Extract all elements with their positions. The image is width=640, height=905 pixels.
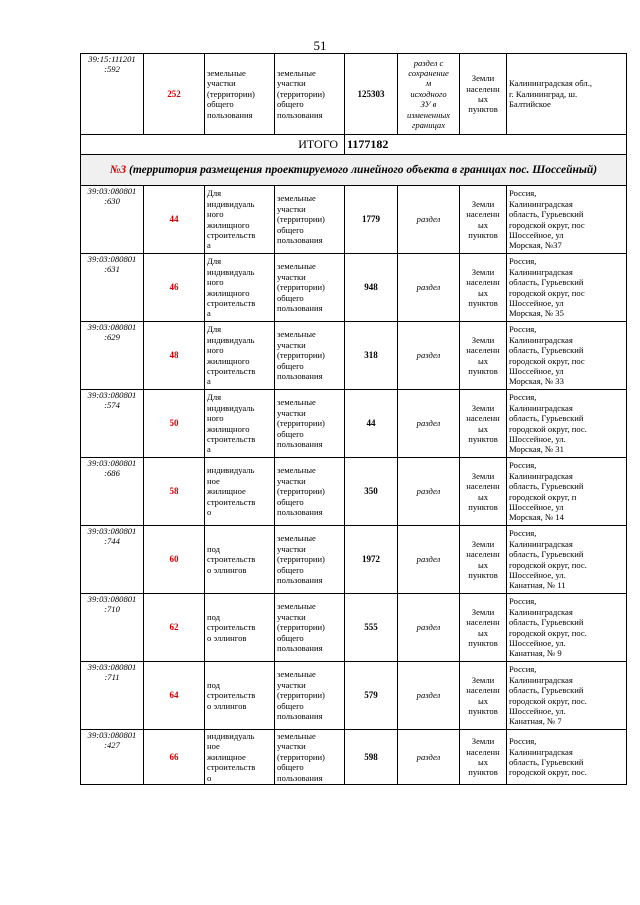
plot-number-cell: 50 (144, 390, 205, 458)
table-row (81, 186, 627, 254)
address-cell: Калининградская обл., г. Калининград, ш. Балтийское (507, 54, 627, 135)
address-cell: Россия, Калининградская область, Гурьевский городской округ, пос Шоссейное, ул Морская, № 33 (507, 322, 627, 390)
cadastral-number-cell: 39:15:111201 :592 (81, 54, 144, 135)
address-cell: Россия, Калининградская область, Гурьевский городской округ, пос. Шоссейное, ул. Канатная, № 7 (507, 662, 627, 730)
cadastral-number-cell: 39:03:080801 :427 (81, 730, 144, 785)
cadastral-number-cell: 39:03:080801 :711 (81, 662, 144, 730)
permitted-use-cell: Для индивидуаль ного жилищного строительств а (205, 390, 275, 458)
planned-use-cell: земельные участки (территории) общего пользования (275, 54, 345, 135)
formation-method-cell: раздел (398, 254, 460, 322)
section-header-row (81, 155, 627, 186)
plot-number-cell: 252 (144, 54, 205, 135)
formation-method-cell: раздел (398, 186, 460, 254)
planned-use-cell: земельные участки (территории) общего пользования (275, 662, 345, 730)
address-cell: Россия, Калининградская область, Гурьевский городской округ, пос. Шоссейное, ул. Канатная, № 11 (507, 526, 627, 594)
total-label: ИТОГО (81, 135, 345, 155)
table-row (81, 322, 627, 390)
address-cell: Россия, Калининградская область, Гурьевский городской округ, пос. Шоссейное, ул. Канатная, № 9 (507, 594, 627, 662)
permitted-use-cell: под строительств о эллингов (205, 594, 275, 662)
table-row (81, 390, 627, 458)
cadastral-number-cell: 39:03:080801 :710 (81, 594, 144, 662)
area-cell: 555 (345, 594, 398, 662)
planned-use-cell: земельные участки (территории) общего пользования (275, 458, 345, 526)
section-number: №3 (109, 164, 127, 176)
formation-method-cell: раздел с сохранение м исходного ЗУ в измененных границах (398, 54, 460, 135)
formation-method-cell: раздел (398, 526, 460, 594)
planned-use-cell: земельные участки (территории) общего пользования (275, 390, 345, 458)
area-cell: 1972 (345, 526, 398, 594)
table-row (81, 54, 627, 135)
formation-method-cell: раздел (398, 458, 460, 526)
planned-use-cell: земельные участки (территории) общего пользования (275, 186, 345, 254)
permitted-use-cell: под строительств о эллингов (205, 526, 275, 594)
table-row (81, 730, 627, 785)
land-category-cell: Земли населенн ых пунктов (460, 458, 507, 526)
plot-number-cell: 58 (144, 458, 205, 526)
land-category-cell: Земли населенн ых пунктов (460, 322, 507, 390)
land-category-cell: Земли населенн ых пунктов (460, 186, 507, 254)
planned-use-cell: земельные участки (территории) общего пользования (275, 526, 345, 594)
address-cell: Россия, Калининградская область, Гурьевский городской округ, пос Шоссейное, ул Морская, №37 (507, 186, 627, 254)
total-value: 1177182 (345, 135, 627, 155)
permitted-use-cell: индивидуаль ное жилищное строительств о (205, 458, 275, 526)
area-cell: 579 (345, 662, 398, 730)
area-cell: 948 (345, 254, 398, 322)
section-title-text: (территория размещения проектируемого линейного объекта в границах пос. Шоссейный) (126, 164, 598, 176)
table-row (81, 458, 627, 526)
plot-number-cell: 64 (144, 662, 205, 730)
table-row (81, 254, 627, 322)
cadastral-number-cell: 39:03:080801 :631 (81, 254, 144, 322)
table-row (81, 594, 627, 662)
land-category-cell: Земли населенн ых пунктов (460, 254, 507, 322)
planned-use-cell: земельные участки (территории) общего пользования (275, 254, 345, 322)
cadastral-number-cell: 39:03:080801 :686 (81, 458, 144, 526)
formation-method-cell: раздел (398, 662, 460, 730)
land-category-cell: Земли населенн ых пунктов (460, 730, 507, 785)
formation-method-cell: раздел (398, 390, 460, 458)
plot-number-cell: 46 (144, 254, 205, 322)
area-cell: 125303 (345, 54, 398, 135)
land-category-cell: Земли населенн ых пунктов (460, 526, 507, 594)
area-cell: 44 (345, 390, 398, 458)
section-title (81, 155, 627, 186)
land-category-cell: Земли населенн ых пунктов (460, 662, 507, 730)
planned-use-cell: земельные участки (территории) общего пользования (275, 730, 345, 785)
plot-number-cell: 62 (144, 594, 205, 662)
formation-method-cell: раздел (398, 322, 460, 390)
land-category-cell: Земли населенн ых пунктов (460, 594, 507, 662)
area-cell: 318 (345, 322, 398, 390)
table-row (81, 662, 627, 730)
formation-method-cell: раздел (398, 594, 460, 662)
permitted-use-cell: Для индивидуаль ного жилищного строительств а (205, 186, 275, 254)
plot-number-cell: 66 (144, 730, 205, 785)
land-category-cell: Земли населенн ых пунктов (460, 54, 507, 135)
permitted-use-cell: Для индивидуаль ного жилищного строительств а (205, 322, 275, 390)
planned-use-cell: земельные участки (территории) общего пользования (275, 322, 345, 390)
permitted-use-cell: земельные участки (территории) общего пользования (205, 54, 275, 135)
cadastral-number-cell: 39:03:080801 :629 (81, 322, 144, 390)
address-cell: Россия, Калининградская область, Гурьевский городской округ, пос. Шоссейное, ул. Морская, № 31 (507, 390, 627, 458)
address-cell: Россия, Калининградская область, Гурьевский городской округ, пос Шоссейное, ул Морская, № 35 (507, 254, 627, 322)
area-cell: 598 (345, 730, 398, 785)
cadastral-number-cell: 39:03:080801 :744 (81, 526, 144, 594)
total-row (81, 135, 627, 155)
permitted-use-cell: под строительств о эллингов (205, 662, 275, 730)
land-category-cell: Земли населенн ых пунктов (460, 390, 507, 458)
land-plots-table (80, 53, 627, 785)
address-cell: Россия, Калининградская область, Гурьевский городской округ, пос. (507, 730, 627, 785)
page-number: 51 (313, 38, 327, 53)
area-cell: 350 (345, 458, 398, 526)
cadastral-number-cell: 39:03:080801 :574 (81, 390, 144, 458)
plot-number-cell: 44 (144, 186, 205, 254)
permitted-use-cell: Для индивидуаль ного жилищного строительств а (205, 254, 275, 322)
table-row (81, 526, 627, 594)
planned-use-cell: земельные участки (территории) общего пользования (275, 594, 345, 662)
address-cell: Россия, Калининградская область, Гурьевский городской округ, п Шоссейное, ул Морская, № 14 (507, 458, 627, 526)
plot-number-cell: 60 (144, 526, 205, 594)
area-cell: 1779 (345, 186, 398, 254)
permitted-use-cell: индивидуаль ное жилищное строительств о (205, 730, 275, 785)
plot-number-cell: 48 (144, 322, 205, 390)
formation-method-cell: раздел (398, 730, 460, 785)
cadastral-number-cell: 39:03:080801 :630 (81, 186, 144, 254)
